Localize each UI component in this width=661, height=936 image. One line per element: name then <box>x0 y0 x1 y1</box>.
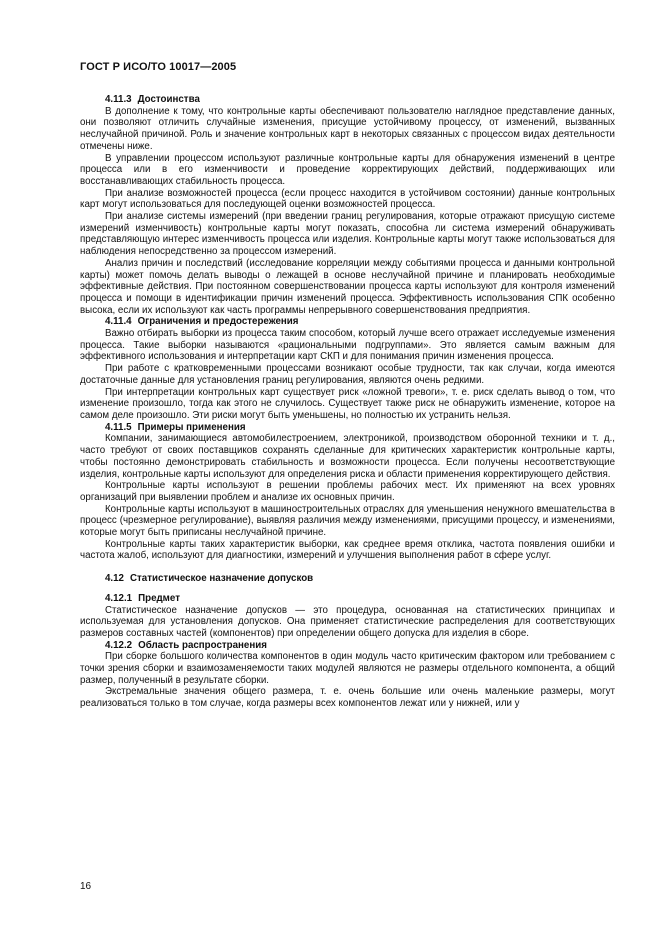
page-number: 16 <box>80 881 92 892</box>
section-title: Предмет <box>138 592 180 604</box>
paragraph: Контрольные карты таких характеристик выборки, как среднее время отклика, частота появления ошибки и частота жалоб, используют для диагностики, измерений и улучшения выполнения работ в сфере услуг. <box>80 538 615 562</box>
section-heading-4-11-3 <box>80 94 615 106</box>
paragraph: Анализ причин и последствий (исследование корреляции между событиями процесса и данными контрольной карты) может помочь делать выводы о лежащей в основе неслучайной причине и планировать необходимые эффективные действия. При постоянном совершенствовании процесса карты используют для контроля изменений процесса и помощи в идентификации причин изменений процесса. Эффективность использования СПК особенно высока, если их используют как часть программы непрерывного совершенствования предприятия. <box>80 257 615 316</box>
section-title: Достоинства <box>137 94 200 105</box>
section-title: Примеры применения <box>137 421 246 433</box>
section-title: Статистическое назначение допусков <box>129 573 314 585</box>
paragraph: Компании, занимающиеся автомобилестроением, электроникой, производством оборонной техники и т. д., часто требуют от своих поставщиков сохранять сделанные для критических характеристик контрольные карты, чтобы постоянно демонстрировать стабильность и возможности процесса. Если получены несоответствующие изделия, контрольные карты используют для определения риска и области применения корректирующего действия. <box>80 433 615 480</box>
section-heading-4-12-1 <box>80 593 615 605</box>
section-heading-4-11-4 <box>80 316 615 328</box>
paragraph: При анализе системы измерений (при введении границ регулирования, которые отражают присущую системе измерений изменчивость) контрольные карты могут показать, способна ли система измерений обнаруживать представляющую интерес изменчивость процесса или изделия. Контрольные карты могут также использоваться для наблюдения непосредственно за процессом измерений. <box>80 211 615 258</box>
section-number: 4.11.4 <box>105 316 132 328</box>
paragraph: В дополнение к тому, что контрольные карты обеспечивают пользователю наглядное представление данных, они позволяют отличить случайные изменения, присущие устойчивому процессу, от изменений, вызванных неслучайной причиной. Роль и значение контрольных карт в некоторых связанных с процессом видах деятельности отмечены ниже. <box>80 105 615 152</box>
paragraph: При анализе возможностей процесса (если процесс находится в устойчивом состоянии) данные контрольных карт могут использоваться для последующей оценки возможностей процесса. <box>80 187 615 211</box>
paragraph: Экстремальные значения общего размера, т. е. очень большие или очень маленькие размеры, могут реализоваться только в том случае, когда размеры всех компонентов лежат или у нижней, или у <box>80 686 615 710</box>
section-number: 4.12.1 <box>105 592 133 604</box>
paragraph: При интерпретации контрольных карт существует риск «ложной тревоги», т. е. риск сделать вывод о том, что изменение произошло, тогда как этого не случилось. Существует также риск не обнаружить изменение, которое на самом деле произошло. Эти риски могут быть уменьшены, но полностью их устранить нельзя. <box>80 386 615 421</box>
section-heading-4-12-2 <box>80 640 615 652</box>
paragraph: Контрольные карты используют в решении проблемы рабочих мест. Их применяют на всех уровнях организаций при выявлении проблем и анализе их основных причин. <box>80 480 615 503</box>
page-content <box>80 94 615 710</box>
section-number: 4.11.3 <box>105 94 132 105</box>
section-number: 4.12 <box>105 573 124 585</box>
section-number: 4.12.2 <box>105 639 133 651</box>
paragraph: При сборке большого количества компонентов в один модуль часто критическим фактором или требованием с точки зрения сборки и взаимозаменяемости таких модулей являются не размеры отдельного компонента, а общий размер, полученный в результате сборки. <box>80 651 615 686</box>
paragraph: Контрольные карты используют в машиностроительных отраслях для уменьшения ненужного вмешательства в процесс (чрезмерное регулирование), выявляя различия между изменениями, присущими процессу, и изменениями, которые могут быть приписаны неслучайной причине. <box>80 503 615 539</box>
section-heading-4-12 <box>80 573 615 585</box>
section-number: 4.11.5 <box>105 421 132 433</box>
paragraph: В управлении процессом используют различные контрольные карты для обнаружения изменений в центре процесса или в его изменчивости и проведение корректирующих действий, поддерживающих или восстанавливающих стабильность процесса. <box>80 152 615 187</box>
section-title: Ограничения и предостережения <box>137 316 299 328</box>
document-header: ГОСТ Р ИСО/ТО 10017—2005 <box>80 61 237 73</box>
paragraph: Статистическое назначение допусков — это процедура, основанная на статистических принципах и используемая для установления допусков. Она применяет статистические распределения для соответствующих размеров составных частей (компонентов) при определении общего допуска для изделия в сборе. <box>80 604 615 639</box>
paragraph: При работе с кратковременными процессами возникают особые трудности, так как случаи, когда имеются достаточные данные для установления границ регулирования, являются очень редкими. <box>80 363 615 386</box>
section-title: Область распространения <box>138 639 267 651</box>
paragraph: Важно отбирать выборки из процесса таким способом, который лучше всего отражает исследуемые изменения процесса. Такие выборки называются «рациональными подгруппами». Это является самым важным для эффективного использования и интерпретации карт СКП и для понимания причин изменения процесса. <box>80 328 615 363</box>
section-heading-4-11-5 <box>80 422 615 434</box>
